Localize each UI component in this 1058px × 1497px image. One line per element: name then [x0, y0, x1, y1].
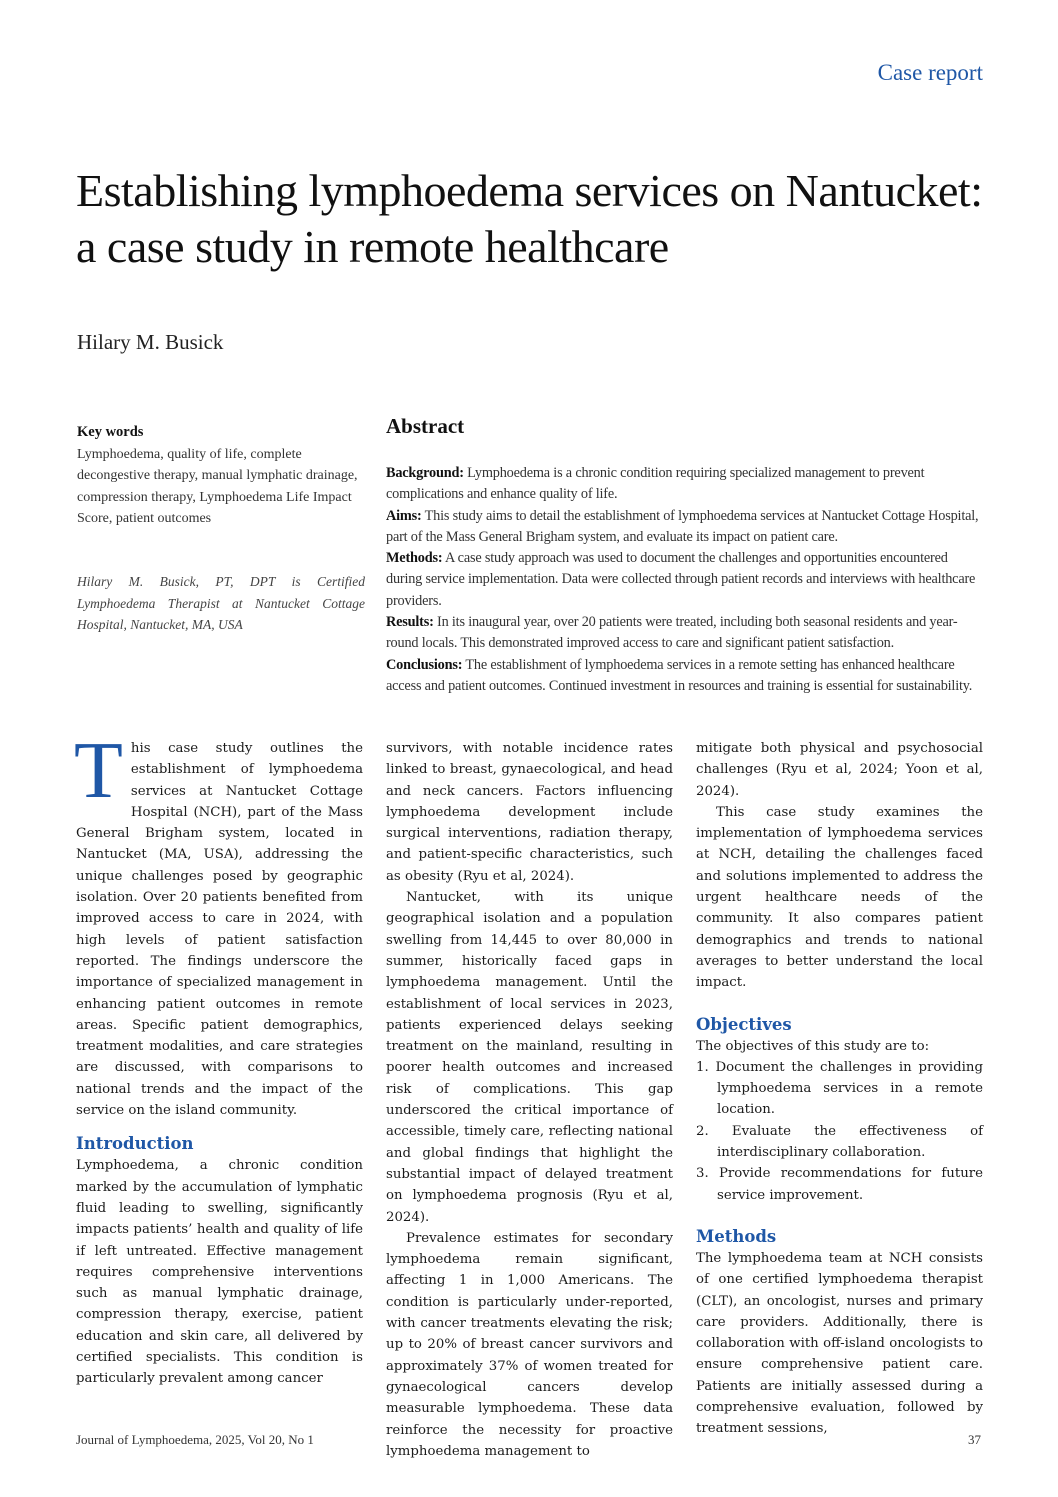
- objective-item: 2. Evaluate the effectiveness of interdisciplinary collaboration.: [696, 1123, 983, 1161]
- section-label: Case report: [877, 60, 983, 85]
- abstract-aims: [386, 506, 982, 549]
- abstract-label: Background:: [386, 465, 464, 481]
- body-column-1: [74, 727, 363, 1390]
- abstract-text: This study aims to detail the establishment of lymphoedema services at Nantucket Cottage Hospital, part of the Mass General Brigham system, and evaluate its impact on patient care.: [386, 507, 979, 545]
- lead-text: his case study outlines the establishment of lymphoedema services at Nantucket Cottage Hospital (NCH), part of the Mass General Brigham system, located in Nantucket (MA, USA), addressing the unique challenges posed by geographic isolation. Over 20 patients benefited from improved access to care in 2024, with high levels of patient satisfaction reported. The findings underscore the importance of specialized management in enhancing patient outcomes in remote areas. Specific patient demographics, treatment modalities, and care strategies are discussed, with comparisons to national trends and the impact of the service on the island community.: [76, 741, 363, 1119]
- abstract-text: Lymphoedema is a chronic condition requiring specialized management to prevent complications and enhance quality of life.: [386, 465, 925, 503]
- abstract-methods: [386, 548, 982, 612]
- abstract-label: Conclusions:: [386, 656, 463, 673]
- methods-heading: Methods: [696, 1226, 777, 1246]
- introduction-heading: Introduction: [76, 1134, 194, 1154]
- methods-paragraph: The lymphoedema team at NCH consists of one certified lymphoedema therapist (CLT), an oncologist, nurses and primary care providers. Additionally, there is collaboration with off-island oncologists to ensure comprehensive patient care. Patients are initially assessed during a comprehensive evaluation, followed by treatment sessions,: [696, 1250, 983, 1437]
- lead-paragraph: [74, 727, 363, 1121]
- body-column-2: [386, 738, 673, 1462]
- keywords-heading: Key words: [77, 424, 144, 440]
- page-number: 37: [968, 1432, 981, 1447]
- abstract-results: [386, 612, 982, 655]
- author-affiliation: Hilary M. Busick, PT, DPT is Certified Lymphoedema Therapist at Nantucket Cottage Hospital, Nantucket, MA, USA: [77, 574, 365, 632]
- prevalence-paragraph-continued: mitigate both physical and psychosocial challenges (Ryu et al, 2024; Yoon et al, 2024).: [696, 741, 983, 799]
- introduction-paragraph: Lymphoedema, a chronic condition marked by the accumulation of lymphatic fluid leading to swelling, significantly impacts patients’ health and quality of life if left untreated. Effective management requires comprehensive interventions such as manual lymphatic drainage, compression therapy, exercise, patient education and skin care, all delivered by certified specialists. This condition is particularly prevalent among cancer: [76, 1158, 363, 1387]
- abstract: [386, 414, 982, 697]
- abstract-text: In its inaugural year, over 20 patients were treated, including both seasonal residents and year-round locals. This demonstrated improved access to care and significant patient satisfaction.: [386, 614, 958, 652]
- abstract-conclusions: [386, 655, 982, 698]
- introduction-paragraph-continued: survivors, with notable incidence rates linked to breast, gynaecological, and head and neck cancers. Factors influencing lymphoedema development include surgical interventions, radiation therapy, and patient-specific characteristics, such as obesity (Ryu et al, 2024).: [386, 741, 673, 884]
- abstract-label: Aims:: [386, 507, 422, 524]
- abstract-label: Results:: [386, 614, 434, 631]
- article-title: Establishing lymphoedema services on Nantucket: a case study in remote healthcare: [76, 165, 983, 272]
- abstract-text: The establishment of lymphoedema services in a remote setting has enhanced healthcare access and patient outcomes. Continued investment in resources and training is essential for sustainability.: [386, 656, 973, 694]
- abstract-label: Methods:: [386, 550, 443, 567]
- objective-item: 1. Document the challenges in providing lymphoedema services in a remote location.: [696, 1059, 983, 1118]
- objectives-list: [696, 1057, 983, 1206]
- keywords-text: Lymphoedema, quality of life, complete decongestive therapy, manual lymphatic drainage, compression therapy, Lymphoedema Life Impact Score, patient outcomes: [77, 446, 358, 526]
- abstract-background: [386, 463, 982, 506]
- case-study-paragraph: This case study examines the implementation of lymphoedema services at NCH, detailing the challenges faced and solutions implemented to address the urgent healthcare needs of the community. It also compares patient demographics and trends to national averages to better understand the local impact.: [696, 804, 983, 991]
- drop-cap: T: [74, 727, 123, 815]
- author-name: Hilary M. Busick: [77, 330, 224, 354]
- objectives-intro: The objectives of this study are to:: [696, 1038, 930, 1054]
- keywords-box: [77, 422, 367, 530]
- body-column-3: [696, 738, 983, 1440]
- objectives-heading: Objectives: [696, 1014, 792, 1034]
- prevalence-paragraph: Prevalence estimates for secondary lymphoedema remain significant, affecting 1 in 1,000 Americans. The condition is particularly under-reported, with cancer treatments elevating the risk; up to 20% of breast cancer survivors and approximately 37% of women treated for gynaecological cancers develop measurable lymphoedema. These data reinforce the necessity for proactive lymphoedema management to: [386, 1230, 673, 1459]
- abstract-heading: Abstract: [386, 414, 465, 438]
- objective-item: 3. Provide recommendations for future service improvement.: [696, 1166, 983, 1203]
- abstract-text: A case study approach was used to document the challenges and opportunities encountered during service implementation. Data were collected through patient records and interviews with healthcare providers.: [386, 550, 976, 609]
- journal-citation: Journal of Lymphoedema, 2025, Vol 20, No 1: [76, 1432, 314, 1447]
- nantucket-paragraph: Nantucket, with its unique geographical isolation and a population swelling from 14,445 to over 80,000 in summer, historically faced gaps in lymphoedema management. Until the establishment of local services in 2023, patients experienced delays seeking treatment on the mainland, resulting in poorer health outcomes and increased risk of complications. This gap underscored the critical importance of accessible, timely care, reflecting national and global findings that highlight the substantial impact of delayed treatment on lymphoedema prognosis (Ryu et al, 2024).: [386, 890, 673, 1225]
